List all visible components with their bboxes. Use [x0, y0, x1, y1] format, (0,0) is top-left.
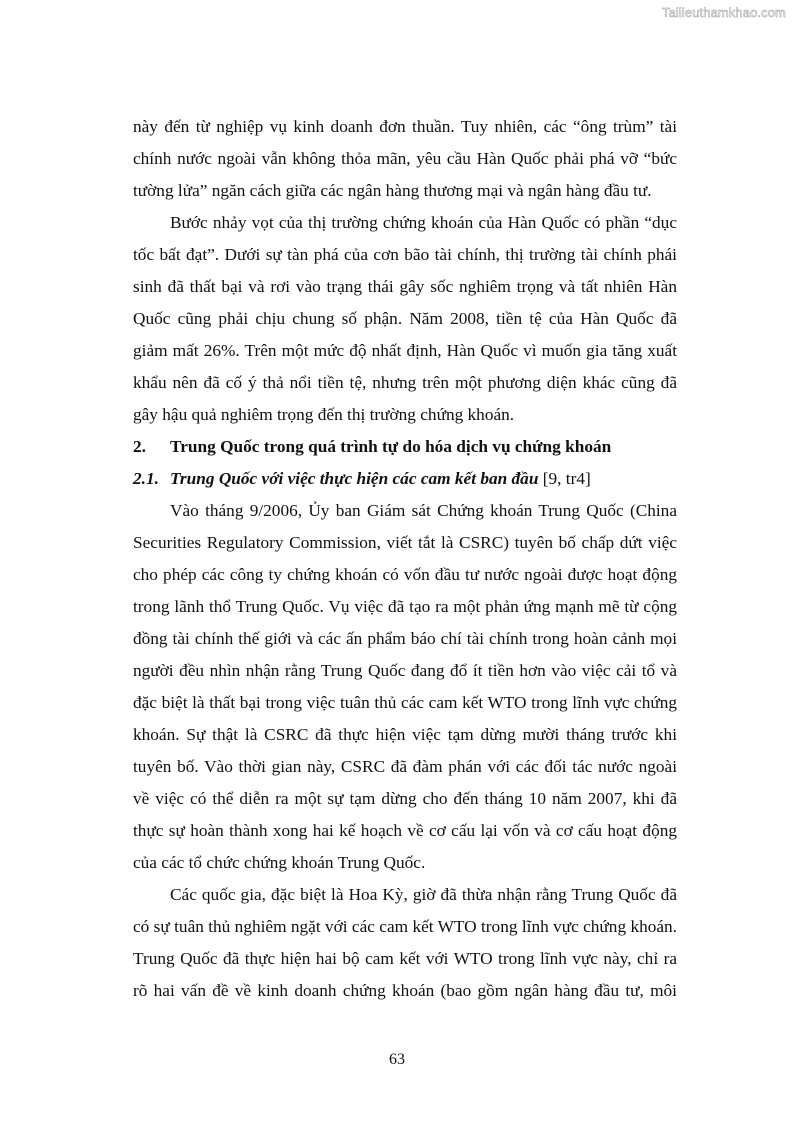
paragraph-1-line-2: chính nước ngoài vẫn không thỏa mãn, yêu cầu Hàn Quốc phải phá vỡ “bức — [133, 149, 677, 168]
paragraph-3-line-4: trong lãnh thổ Trung Quốc. Vụ việc đã tạo ra một phản ứng mạnh mẽ từ cộng — [133, 597, 677, 616]
subsection-number: 2.1. — [133, 469, 159, 488]
subsection-heading-2-1 — [133, 469, 591, 489]
watermark: Tailieuthamkhao.com — [661, 5, 786, 20]
section-number: 2. — [133, 437, 146, 456]
section-heading-2 — [133, 437, 611, 457]
paragraph-3-line-6: người đều nhìn nhận rằng Trung Quốc đang đổ ít tiền hơn vào việc cải tổ và — [133, 661, 677, 680]
paragraph-3-line-1: Vào tháng 9/2006, Ủy ban Giám sát Chứng khoán Trung Quốc (China — [170, 501, 677, 520]
paragraph-4-line-1: Các quốc gia, đặc biệt là Hoa Kỳ, giờ đã thừa nhận rằng Trung Quốc đã — [170, 885, 677, 904]
page-number: 63 — [389, 1051, 405, 1068]
paragraph-3-line-9: tuyên bố. Vào thời gian này, CSRC đã đàm phán với các đối tác nước ngoài — [133, 757, 677, 776]
paragraph-2-line-6: khẩu nên đã cố ý thả nổi tiền tệ, nhưng trên một phương diện khác cũng đã — [133, 373, 677, 392]
paragraph-4-line-3: Trung Quốc đã thực hiện hai bộ cam kết với WTO trong lĩnh vực này, chỉ ra — [133, 949, 677, 968]
paragraph-3-line-7: đặc biệt là thất bại trong việc tuân thủ các cam kết WTO trong lĩnh vực chứng — [133, 693, 677, 712]
paragraph-4-line-2: có sự tuân thủ nghiêm ngặt với các cam kết WTO trong lĩnh vực chứng khoán. — [133, 917, 677, 936]
paragraph-2-line-1: Bước nhảy vọt của thị trường chứng khoán của Hàn Quốc có phần “dục — [170, 213, 677, 232]
subsection-title: Trung Quốc với việc thực hiện các cam kết ban đầu — [170, 469, 539, 488]
paragraph-3-line-8: khoán. Sự thật là CSRC đã thực hiện việc tạm dừng mười tháng trước khi — [133, 725, 677, 744]
paragraph-2-line-4: Quốc cũng phải chịu chung số phận. Năm 2008, tiền tệ của Hàn Quốc đã — [133, 309, 677, 328]
paragraph-2-line-7: gây hậu quả nghiêm trọng đến thị trường chứng khoán. — [133, 405, 515, 424]
citation-reference: [9, tr4] — [538, 469, 591, 488]
paragraph-3-line-2: Securities Regulatory Commission, viết tắt là CSRC) tuyên bố chấp dứt việc — [133, 533, 677, 552]
paragraph-3-line-12: của các tổ chức chứng khoán Trung Quốc. — [133, 853, 426, 872]
paragraph-2-line-3: sinh đã thất bại và rơi vào trạng thái gây sốc nghiêm trọng và tất nhiên Hàn — [133, 277, 677, 296]
section-title: Trung Quốc trong quá trình tự do hóa dịch vụ chứng khoán — [170, 437, 612, 456]
paragraph-3-line-11: thực sự hoàn thành xong hai kế hoạch về cơ cấu lại vốn và cơ cấu hoạt động — [133, 821, 677, 840]
paragraph-1-line-1: này đến từ nghiệp vụ kinh doanh đơn thuần. Tuy nhiên, các “ông trùm” tài — [133, 117, 677, 136]
paragraph-3-line-5: đồng tài chính thế giới và các ấn phẩm báo chí tài chính trong hoàn cảnh mọi — [133, 629, 677, 648]
paragraph-1-line-3: tường lửa” ngăn cách giữa các ngân hàng thương mại và ngân hàng đầu tư. — [133, 181, 652, 200]
paragraph-2-line-2: tốc bất đạt”. Dưới sự tàn phá của cơn bão tài chính, thị trường tài chính phái — [133, 245, 677, 264]
paragraph-2-line-5: giảm mất 26%. Trên một mức độ nhất định, Hàn Quốc vì muốn gia tăng xuất — [133, 341, 677, 360]
paragraph-3-line-3: cho phép các công ty chứng khoán có vốn đầu tư nước ngoài được hoạt động — [133, 565, 677, 584]
paragraph-3-line-10: về việc có thể diễn ra một sự tạm dừng cho đến tháng 10 năm 2007, khi đã — [133, 789, 677, 808]
paragraph-4-line-4: rõ hai vấn đề về kinh doanh chứng khoán (bao gồm ngân hàng đầu tư, môi — [133, 981, 677, 1000]
